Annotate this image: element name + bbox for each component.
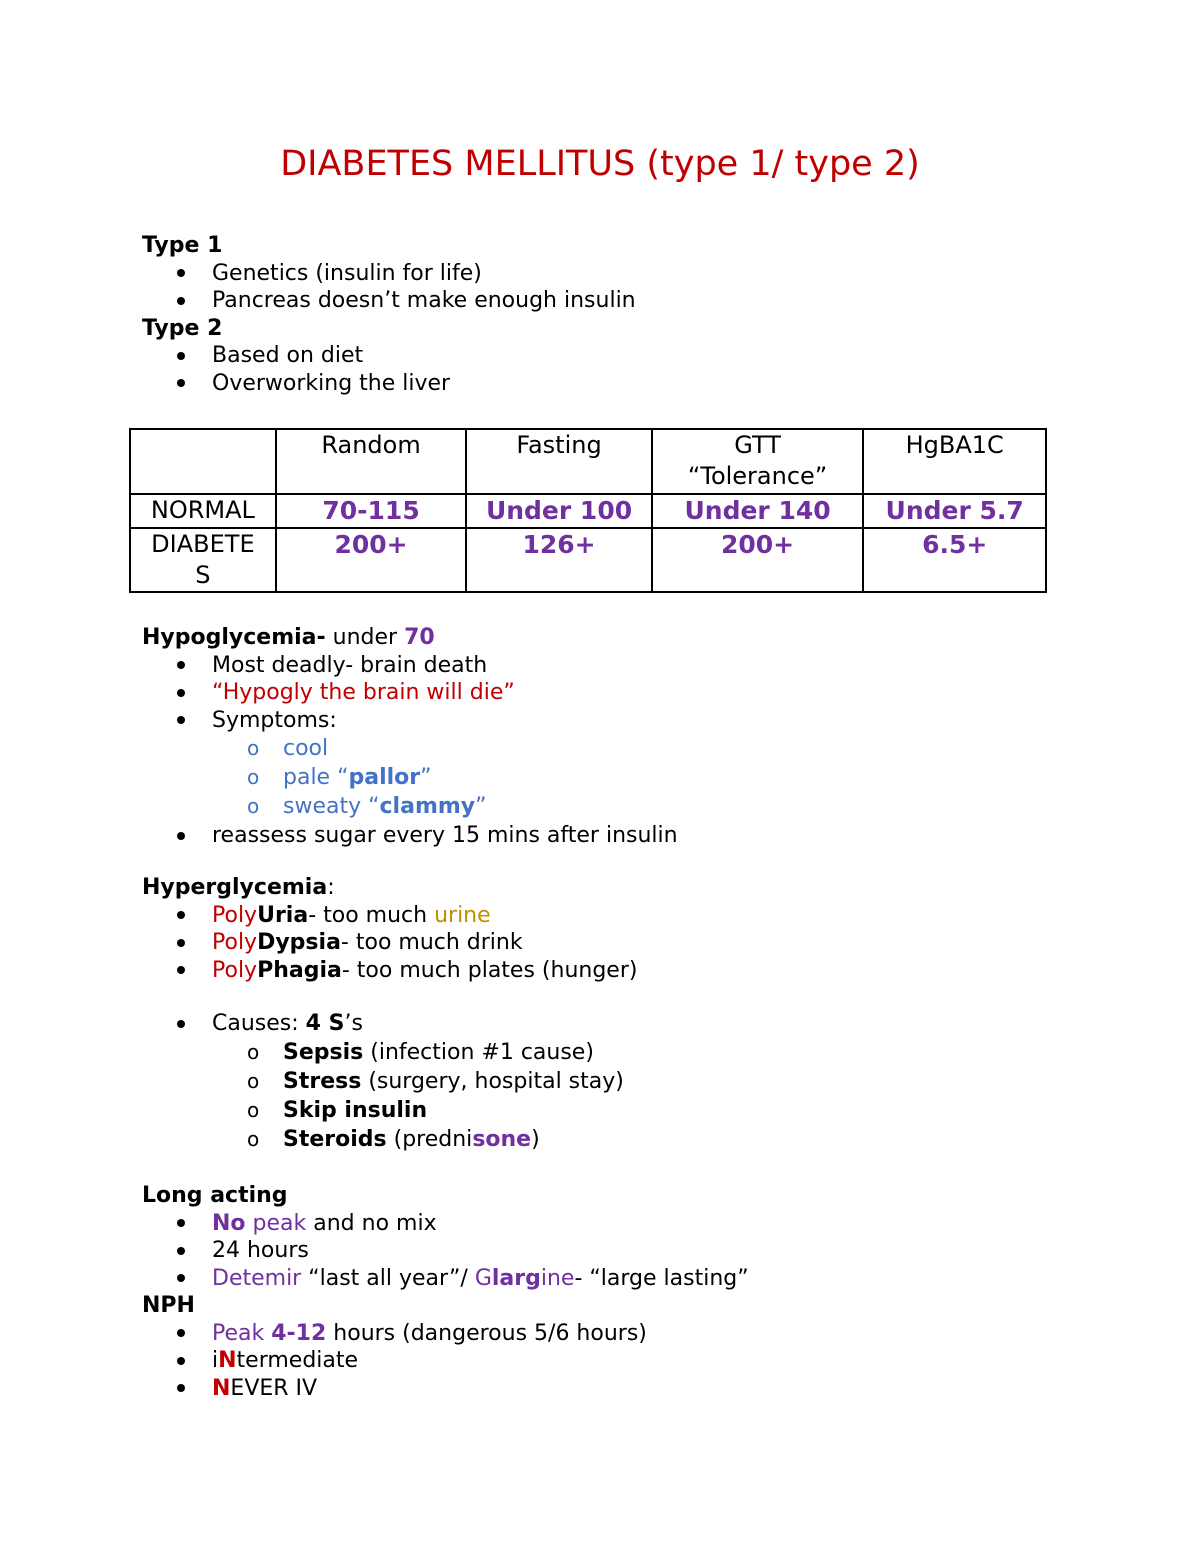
plain-text: - “large lasting” — [574, 1265, 749, 1291]
cause-name: Sepsis — [283, 1039, 364, 1065]
drug-name: Detemir — [212, 1265, 302, 1291]
drug-name-bold: larg — [491, 1265, 541, 1291]
hyperglycemia-section — [142, 874, 1102, 1154]
poly-term: Phagia — [257, 957, 342, 983]
cause-name: Skip insulin — [283, 1097, 428, 1123]
table-cell: 70-115 — [276, 494, 467, 528]
table-cell: 200+ — [652, 528, 864, 592]
cause-name: Stress — [283, 1068, 362, 1094]
list-item — [142, 902, 1102, 930]
emph-text: 4-12 — [271, 1320, 327, 1346]
plain-text: i — [212, 1348, 219, 1373]
symptom-text: pale “ — [283, 765, 349, 790]
hyper-heading — [142, 874, 1102, 902]
table-cell: Under 100 — [466, 494, 651, 528]
symptom-text: ” — [420, 765, 432, 790]
type2-heading: Type 2 — [142, 315, 223, 341]
gtt-sublabel: “Tolerance” — [687, 462, 828, 490]
table-row — [130, 494, 1046, 528]
symptom-item — [142, 792, 1102, 821]
list-item: 24 hours — [142, 1237, 1102, 1265]
causes-bold: 4 S — [305, 1011, 345, 1036]
emph-letter: N — [212, 1375, 231, 1401]
symptom-text: sweaty “ — [283, 794, 380, 819]
list-item — [142, 957, 1102, 985]
hypo-title: Hypoglycemia- — [142, 625, 326, 650]
cause-desc: (infection #1 cause) — [363, 1039, 594, 1065]
table-header-row — [130, 429, 1046, 494]
list-item: Symptoms: — [142, 707, 1102, 735]
type1-heading: Type 1 — [142, 233, 223, 258]
long-acting-heading: Long acting — [142, 1183, 288, 1208]
causes-label: Causes: — [212, 1011, 306, 1036]
row-label-line: DIABETE — [151, 530, 255, 558]
spacer — [142, 984, 1102, 1010]
table-cell: 6.5+ — [863, 528, 1046, 592]
poly-prefix: Poly — [212, 957, 258, 983]
list-item: Based on diet — [142, 342, 1102, 370]
row-label-line: S — [195, 561, 211, 589]
row-label — [130, 528, 276, 592]
symptom-text: ” — [475, 794, 487, 819]
hypo-heading-text: under — [325, 625, 405, 650]
poly-desc: - too much plates (hunger) — [341, 957, 638, 983]
document-title: DIABETES MELLITUS (type 1/ type 2) — [280, 144, 920, 184]
poly-highlight: urine — [434, 902, 491, 928]
table-header-cell — [652, 429, 864, 494]
hypo-threshold: 70 — [404, 625, 435, 650]
list-item — [142, 1320, 1102, 1348]
table-header-cell: Random — [276, 429, 467, 494]
drug-name: G — [474, 1265, 492, 1291]
table-cell: 200+ — [276, 528, 467, 592]
plain-text: EVER IV — [230, 1375, 318, 1401]
cause-desc: (predni — [386, 1126, 473, 1152]
symptom-item: o cool — [142, 734, 1102, 763]
list-item: Genetics (insulin for life) — [142, 260, 1102, 288]
emph-letter: N — [218, 1348, 237, 1373]
table-header-cell: HgBA1C — [863, 429, 1046, 494]
cause-highlight: sone — [472, 1126, 532, 1152]
causes-end: ’s — [344, 1011, 363, 1036]
table-cell: Under 5.7 — [863, 494, 1046, 528]
cause-item — [142, 1067, 1102, 1096]
list-item — [142, 1265, 1102, 1293]
symptom-emphasis: pallor — [348, 765, 421, 790]
list-item — [142, 1375, 1102, 1403]
list-item: “Hypogly the brain will die” — [142, 679, 1102, 707]
drug-name: ine — [540, 1265, 575, 1291]
glucose-table — [129, 428, 1047, 593]
cause-name: Steroids — [283, 1126, 387, 1152]
emph-text: peak — [245, 1210, 307, 1236]
cause-desc: ) — [531, 1126, 540, 1152]
types-section — [142, 232, 1102, 397]
list-item: Overworking the liver — [142, 370, 1102, 398]
hyper-title: Hyperglycemia — [142, 875, 328, 900]
table-cell: 126+ — [466, 528, 651, 592]
plain-text: hours (dangerous 5/6 hours) — [326, 1320, 647, 1346]
list-item — [142, 929, 1102, 957]
table-cell: Under 140 — [652, 494, 864, 528]
cause-item — [142, 1125, 1102, 1154]
poly-desc: - too much — [308, 902, 435, 928]
row-label: NORMAL — [130, 494, 276, 528]
poly-desc: - too much drink — [340, 930, 523, 955]
poly-prefix: Poly — [212, 902, 258, 928]
insulin-section — [142, 1182, 1102, 1402]
hypo-heading — [142, 624, 1102, 652]
nph-heading: NPH — [142, 1293, 195, 1318]
gtt-label: GTT — [734, 431, 781, 459]
list-item: reassess sugar every 15 mins after insulin — [142, 821, 1102, 850]
table-row — [130, 528, 1046, 592]
plain-text: termediate — [236, 1348, 359, 1373]
list-item: Pancreas doesn’t make enough insulin — [142, 287, 1102, 315]
list-item: Most deadly- brain death — [142, 652, 1102, 680]
hypoglycemia-section — [142, 624, 1102, 850]
poly-term: Uria — [257, 902, 309, 928]
hyper-colon: : — [327, 875, 335, 900]
list-item — [142, 1210, 1102, 1238]
poly-prefix: Poly — [212, 930, 258, 955]
emph-text: Peak — [212, 1320, 272, 1346]
list-item — [142, 1347, 1102, 1375]
list-item — [142, 1010, 1102, 1038]
table-header-cell: Fasting — [466, 429, 651, 494]
table-header-cell — [130, 429, 276, 494]
plain-text: “last all year”/ — [301, 1265, 475, 1291]
cause-item — [142, 1038, 1102, 1067]
cause-desc: (surgery, hospital stay) — [361, 1068, 624, 1094]
emph-text: No — [212, 1210, 246, 1236]
cause-item — [142, 1096, 1102, 1125]
symptom-emphasis: clammy — [379, 794, 476, 819]
symptom-item — [142, 763, 1102, 792]
poly-term: Dypsia — [257, 930, 341, 955]
plain-text: and no mix — [306, 1210, 437, 1236]
